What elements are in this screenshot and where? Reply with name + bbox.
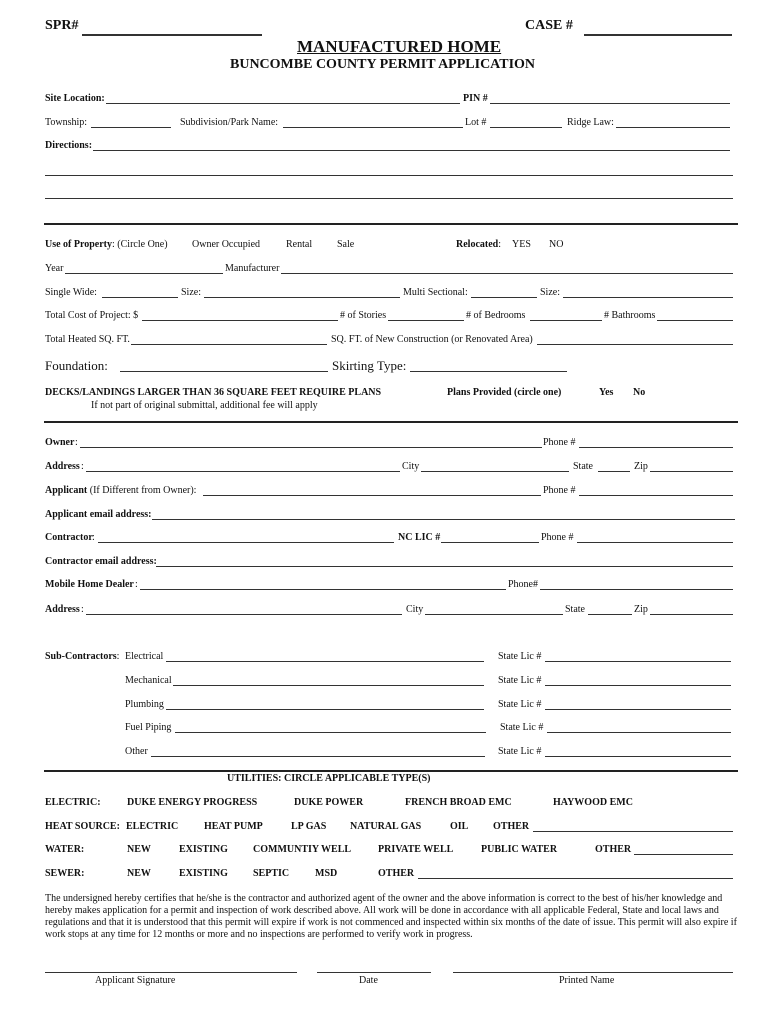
multi-sectional-field[interactable]	[471, 297, 537, 298]
multi-size-field[interactable]	[563, 297, 733, 298]
directions-label: Directions:	[45, 140, 93, 151]
water-option-public-water[interactable]: PUBLIC WATER	[481, 844, 558, 855]
total-cost-field[interactable]	[142, 320, 338, 321]
bathrooms-field[interactable]	[657, 320, 733, 321]
pin-field[interactable]	[490, 103, 730, 104]
electric-option-duke-power[interactable]: DUKE POWER	[294, 797, 364, 808]
use-of-property: Use of Property: (Circle One)	[45, 239, 168, 250]
sewer-label: SEWER:	[45, 868, 85, 879]
owner-phone-field[interactable]	[579, 447, 733, 448]
water-option-community-well[interactable]: COMMUNTIY WELL	[253, 844, 352, 855]
colon: :	[135, 579, 138, 590]
relocated-yes[interactable]: YES	[512, 239, 531, 250]
applicant-label: Applicant (If Different from Owner):	[45, 485, 197, 496]
dealer-city-label: City	[406, 604, 424, 615]
option-sale[interactable]: Sale	[337, 239, 355, 250]
sewer-option-septic[interactable]: SEPTIC	[253, 868, 290, 879]
colon: :	[81, 604, 84, 615]
township-field[interactable]	[91, 127, 171, 128]
owner-state-label: State	[573, 461, 593, 472]
certification-text: The undersigned hereby certifies that he/she is the contractor and authorized agent of the owner and the above information is correct to the best of his/her knowledge and hereby makes application for a permit and inspection of work described above. All work will be done in accordance with all applicable Federal, State and local laws and regulations and that it is understood that this permit will expire if work is not commenced and inspected within six months of the date of issue. This permit will also expire if work stops at any time for 12 months or more and no inspections are performed to verify work in progress.	[45, 893, 737, 940]
owner-zip-field[interactable]	[650, 471, 733, 472]
manufacturer-label: Manufacturer	[225, 263, 280, 274]
subdivision-label: Subdivision/Park Name:	[180, 117, 279, 128]
decks-note: If not part of original submittal, additional fee will apply	[91, 400, 318, 411]
ridge-law-field[interactable]	[616, 127, 730, 128]
sewer-option-other[interactable]: OTHER	[378, 868, 415, 879]
owner-address-field[interactable]	[86, 471, 400, 472]
decks-heading: DECKS/LANDINGS LARGER THAN 36 SQUARE FEET REQUIRE PLANS	[45, 387, 382, 398]
printed-name-field[interactable]	[453, 972, 733, 973]
dealer-zip-field[interactable]	[650, 614, 733, 615]
foundation-field[interactable]	[120, 371, 328, 372]
colon: :	[75, 437, 78, 448]
section-divider	[44, 223, 738, 225]
sub-mechanical-lic-field[interactable]	[545, 685, 731, 686]
section-divider	[44, 421, 738, 423]
relocated-no[interactable]: NO	[549, 239, 564, 250]
bathrooms-label: # Bathrooms	[604, 310, 656, 321]
manufacturer-field[interactable]	[281, 273, 733, 274]
applicant-phone-label: Phone #	[543, 485, 576, 496]
nc-lic-field[interactable]	[441, 542, 539, 543]
stories-label: # of Stories	[340, 310, 387, 321]
sub-trade-plumbing: Plumbing	[125, 699, 164, 710]
sub-trade-electrical: Electrical	[125, 651, 164, 662]
plans-no[interactable]: No	[633, 387, 646, 398]
directions-line-3[interactable]	[45, 198, 733, 199]
lot-field[interactable]	[490, 127, 562, 128]
contractor-email-field[interactable]	[156, 566, 733, 567]
plans-provided-label: Plans Provided (circle one)	[447, 387, 562, 398]
new-construction-field[interactable]	[537, 344, 733, 345]
site-location-field[interactable]	[106, 103, 460, 104]
sub-trade-other: Other	[125, 746, 148, 757]
bedrooms-field[interactable]	[530, 320, 602, 321]
page-subtitle: BUNCOMBE COUNTY PERMIT APPLICATION	[230, 57, 536, 72]
bedrooms-label: # of Bedrooms	[466, 310, 526, 321]
applicant-email-field[interactable]	[152, 519, 735, 520]
electric-label: ELECTRIC:	[45, 797, 101, 808]
applicant-field[interactable]	[203, 495, 541, 496]
single-wide-field[interactable]	[102, 297, 178, 298]
skirting-field[interactable]	[410, 371, 567, 372]
electric-option-french-broad-emc[interactable]: FRENCH BROAD EMC	[405, 797, 512, 808]
case-label: CASE #	[525, 18, 573, 33]
dealer-address-field[interactable]	[86, 614, 402, 615]
section-divider	[44, 770, 738, 772]
owner-phone-label: Phone #	[543, 437, 576, 448]
contractor-email-label: Contractor email address:	[45, 556, 157, 567]
heat-option-other[interactable]: OTHER	[493, 821, 530, 832]
applicant-phone-field[interactable]	[579, 495, 733, 496]
applicant-email-label: Applicant email address:	[45, 509, 152, 520]
colon: :	[92, 532, 95, 543]
plans-yes[interactable]: Yes	[599, 387, 614, 398]
relocated-label: Relocated:	[456, 239, 501, 250]
total-cost-label: Total Cost of Project: $	[45, 310, 139, 321]
heat-option-oil[interactable]: OIL	[450, 821, 469, 832]
dealer-city-field[interactable]	[425, 614, 563, 615]
electric-option-haywood-emc[interactable]: HAYWOOD EMC	[553, 797, 633, 808]
page-title: MANUFACTURED HOME	[297, 37, 502, 56]
sub-fuel-piping-lic-field[interactable]	[547, 732, 731, 733]
sub-lic-label: State Lic #	[498, 675, 542, 686]
sub-lic-label: State Lic #	[498, 746, 542, 757]
date-label: Date	[359, 975, 378, 986]
utilities-heading: UTILITIES: CIRCLE APPLICABLE TYPE(S)	[227, 773, 431, 784]
ridge-law-label: Ridge Law:	[567, 117, 614, 128]
dealer-label: Mobile Home Dealer	[45, 579, 134, 590]
sub-plumbing-lic-field[interactable]	[545, 709, 731, 710]
heat-other-field[interactable]	[533, 831, 733, 832]
contractor-label: Contractor	[45, 532, 93, 543]
skirting-label: Skirting Type:	[332, 358, 407, 373]
heated-sq-ft-field[interactable]	[131, 344, 327, 345]
printed-name-label: Printed Name	[559, 975, 615, 986]
heat-source-label: HEAT SOURCE:	[45, 821, 120, 832]
single-wide-label: Single Wide:	[45, 287, 97, 298]
colon: :	[81, 461, 84, 472]
owner-zip-label: Zip	[634, 461, 648, 472]
directions-line-2[interactable]	[45, 175, 733, 176]
dealer-state-label: State	[565, 604, 585, 615]
sewer-option-existing[interactable]: EXISTING	[179, 868, 228, 879]
heat-option-heat-pump[interactable]: HEAT PUMP	[204, 821, 263, 832]
sub-trade-fuel-piping: Fuel Piping	[125, 722, 172, 733]
lot-label: Lot #	[465, 117, 487, 128]
year-field[interactable]	[65, 273, 223, 274]
sub-lic-label: State Lic #	[498, 651, 542, 662]
sub-other-field[interactable]	[151, 756, 485, 757]
contractor-phone-label: Phone #	[541, 532, 574, 543]
township-label: Township:	[45, 117, 88, 128]
dealer-state-field[interactable]	[588, 614, 632, 615]
option-rental[interactable]: Rental	[286, 239, 313, 250]
water-other-field[interactable]	[634, 854, 733, 855]
owner-label: Owner	[45, 437, 75, 448]
sewer-option-msd[interactable]: MSD	[315, 868, 338, 879]
single-wide-size-label: Size:	[181, 287, 201, 298]
water-option-other[interactable]: OTHER	[595, 844, 632, 855]
option-owner-occupied[interactable]: Owner Occupied	[192, 239, 261, 250]
water-option-new[interactable]: NEW	[127, 844, 151, 855]
contractor-field[interactable]	[98, 542, 394, 543]
owner-address-label: Address	[45, 461, 80, 472]
applicant-signature-field[interactable]	[45, 972, 297, 973]
heat-option-natural-gas[interactable]: NATURAL GAS	[350, 821, 422, 832]
site-location-label: Site Location:	[45, 93, 105, 104]
nc-lic-label: NC LIC #	[398, 532, 441, 543]
sub-electrical-lic-field[interactable]	[545, 661, 731, 662]
sub-other-lic-field[interactable]	[545, 756, 731, 757]
spr-field[interactable]	[82, 34, 262, 36]
new-construction-label: SQ. FT. of New Construction (or Renovated Area)	[331, 334, 533, 345]
owner-city-field[interactable]	[421, 471, 569, 472]
case-field[interactable]	[584, 34, 732, 36]
dealer-phone-field[interactable]	[540, 589, 733, 590]
water-label: WATER:	[45, 844, 85, 855]
single-wide-size-field[interactable]	[204, 297, 400, 298]
heated-sq-ft-label: Total Heated SQ. FT.	[45, 334, 130, 345]
sub-plumbing-field[interactable]	[166, 709, 484, 710]
sub-trade-mechanical: Mechanical	[125, 675, 172, 686]
water-option-private-well[interactable]: PRIVATE WELL	[378, 844, 454, 855]
heat-option-lp-gas[interactable]: LP GAS	[291, 821, 327, 832]
directions-field[interactable]	[93, 150, 730, 151]
subcontractors-label: Sub-Contractors:	[45, 651, 120, 662]
sub-mechanical-field[interactable]	[173, 685, 484, 686]
owner-city-label: City	[402, 461, 420, 472]
applicant-signature-label: Applicant Signature	[95, 975, 176, 986]
owner-state-field[interactable]	[598, 471, 630, 472]
multi-size-label: Size:	[540, 287, 560, 298]
sub-lic-label: State Lic #	[498, 699, 542, 710]
sewer-other-field[interactable]	[418, 878, 733, 879]
stories-field[interactable]	[388, 320, 464, 321]
date-field[interactable]	[317, 972, 431, 973]
dealer-address-label: Address	[45, 604, 80, 615]
owner-field[interactable]	[80, 447, 542, 448]
dealer-field[interactable]	[140, 589, 506, 590]
spr-label: SPR#	[45, 18, 79, 33]
heat-option-electric[interactable]: ELECTRIC	[126, 821, 179, 832]
contractor-phone-field[interactable]	[577, 542, 733, 543]
subdivision-field[interactable]	[283, 127, 463, 128]
dealer-phone-label: Phone#	[508, 579, 538, 590]
electric-option-duke-energy-progress[interactable]: DUKE ENERGY PROGRESS	[127, 797, 258, 808]
sewer-option-new[interactable]: NEW	[127, 868, 151, 879]
year-label: Year	[45, 263, 64, 274]
sub-fuel-piping-field[interactable]	[175, 732, 486, 733]
dealer-zip-label: Zip	[634, 604, 648, 615]
sub-lic-label: State Lic #	[500, 722, 544, 733]
water-option-existing[interactable]: EXISTING	[179, 844, 228, 855]
foundation-label: Foundation:	[45, 358, 108, 373]
pin-label: PIN #	[463, 93, 488, 104]
multi-sectional-label: Multi Sectional:	[403, 287, 468, 298]
sub-electrical-field[interactable]	[166, 661, 484, 662]
